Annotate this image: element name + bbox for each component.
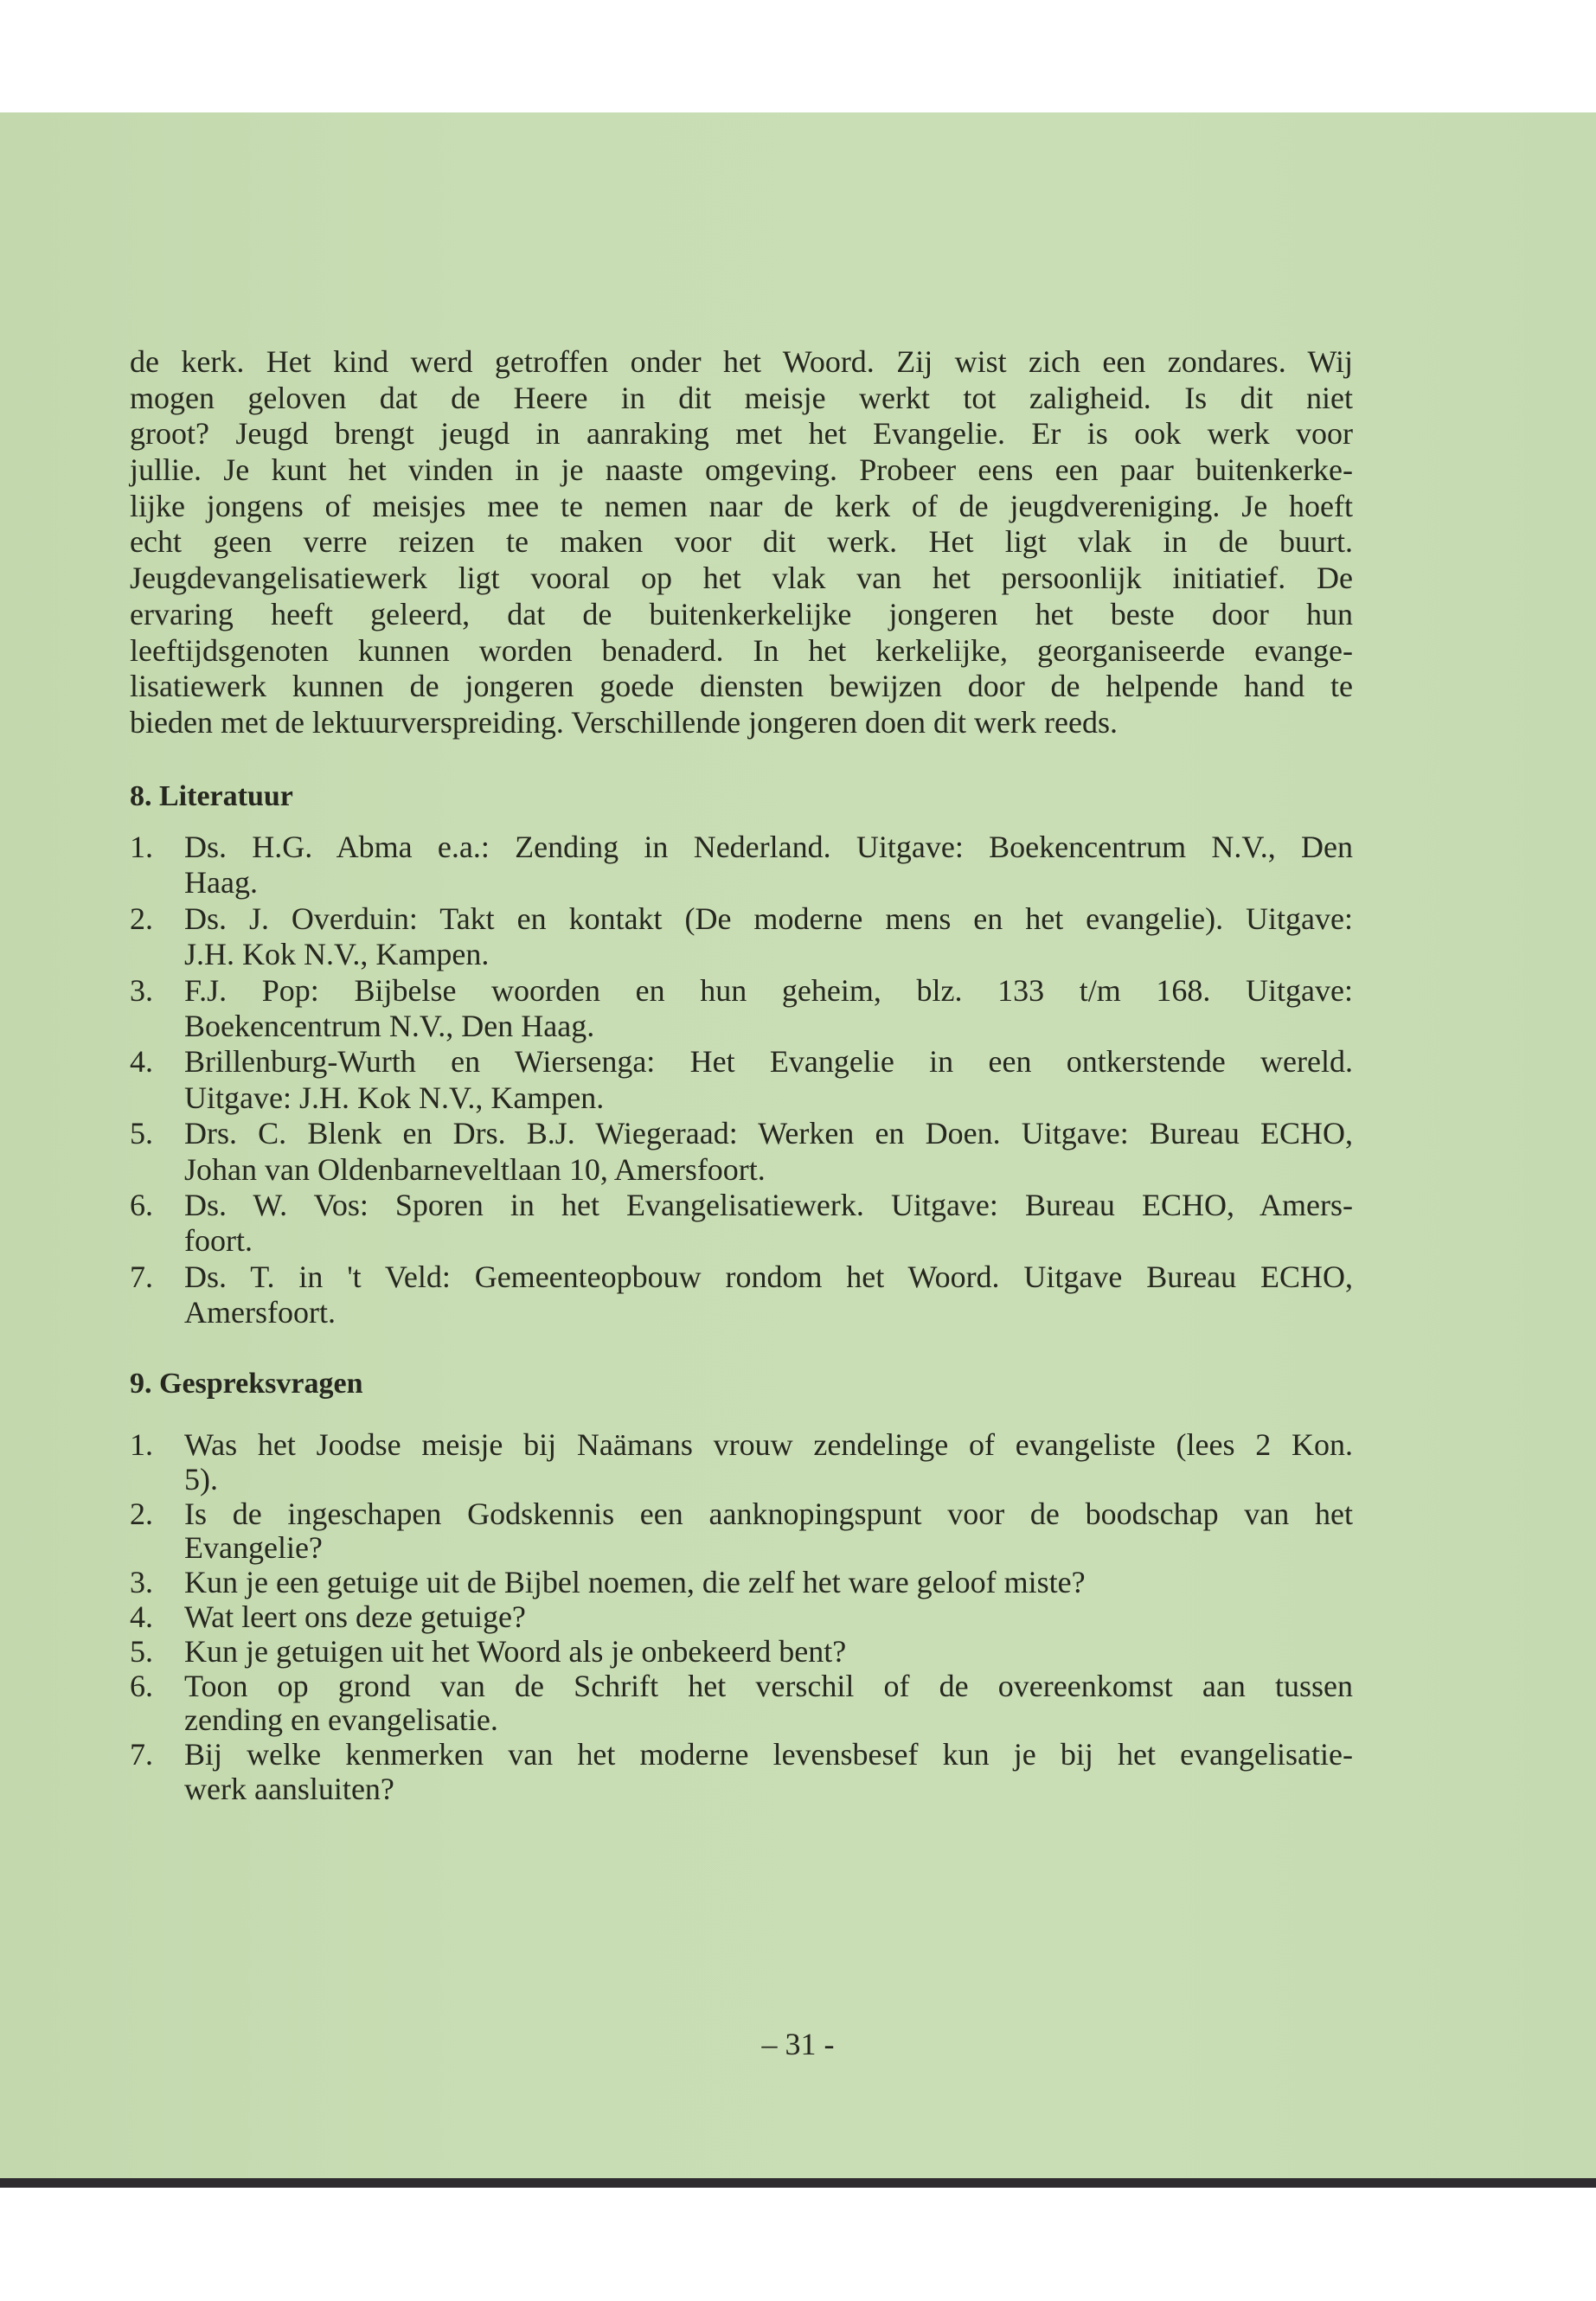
item-number: 7. [130,1737,153,1772]
paragraph-line: jullie. Je kunt het vinden in je naaste omgeving. Probeer eens een paar buitenkerke- [130,452,1353,488]
item-number: 1. [130,830,153,864]
paragraph-line: Jeugdevangelisatiewerk ligt vooral op het vlak van het persoonlijk initiatief. De [130,561,1353,596]
item-line: Kun je getuigen uit het Woord als je onbekeerd bent? [184,1633,847,1669]
item-line: Johan van Oldenbarneveltlaan 10, Amersfoort. [184,1151,766,1187]
item-number: 2. [130,1496,153,1531]
item-line: Kun je een getuige uit de Bijbel noemen, die zelf het ware geloof miste? [184,1565,1086,1600]
item-line: J.H. Kok N.V., Kampen. [184,937,490,972]
item-number: 5. [130,1633,153,1669]
literature-item [130,1259,1353,1331]
item-line: F.J. Pop: Bijbelse woorden en hun geheim, blz. 133 t/m 168. Uitgave: [184,972,1353,1008]
item-number: 6. [130,1668,153,1703]
question-item [130,1428,1353,1497]
paragraph-line: leeftijdsgenoten kunnen worden benaderd. In het kerkelijke, georganiseerde evange- [130,632,1353,668]
question-item [130,1600,1353,1635]
item-line: Wat leert ons deze getuige? [184,1599,526,1634]
paragraph-line: echt geen verre reizen te maken voor dit werk. Het ligt vlak in de buurt. [130,524,1353,560]
paragraph-line: bieden met de lektuurverspreiding. Verschillende jongeren doen dit werk reeds. [130,704,1118,740]
item-number: 5. [130,1116,153,1151]
question-item [130,1497,1353,1567]
literature-list [130,830,1353,1330]
literature-item [130,973,1353,1045]
heading-gespreksvragen: 9. Gespreksvragen [130,1368,363,1400]
paragraph-line: lisatiewerk kunnen de jongeren goede diensten bewijzen door de helpende hand te [130,669,1353,704]
literature-item [130,1188,1353,1259]
literature-item [130,901,1353,973]
item-line: Ds. J. Overduin: Takt en kontakt (De moderne mens en het evangelie). Uitgave: [184,901,1353,936]
item-number: 3. [130,972,153,1008]
item-line: Bij welke kenmerken van het moderne levensbesef kun je bij het evangelisatie- [184,1737,1353,1772]
questions-list [130,1428,1353,1807]
item-number: 2. [130,901,153,936]
item-number: 4. [130,1044,153,1080]
item-line: Haag. [184,865,258,901]
item-line: Evangelie? [184,1530,323,1566]
item-line: Drs. C. Blenk en Drs. B.J. Wiegeraad: Werken en Doen. Uitgave: Bureau ECHO, [184,1116,1353,1151]
paragraph-line: de kerk. Het kind werd getroffen onder het Woord. Zij wist zich een zondares. Wij [130,344,1353,379]
item-line: Ds. T. in 't Veld: Gemeenteopbouw rondom het Woord. Uitgave Bureau ECHO, [184,1259,1353,1294]
item-line: Brillenburg-Wurth en Wiersenga: Het Evangelie in een ontkerstende wereld. [184,1044,1353,1080]
question-item [130,1566,1353,1600]
item-number: 1. [130,1427,153,1462]
question-item [130,1738,1353,1807]
page-number: – 31 - [761,2027,835,2061]
item-line: zending en evangelisatie. [184,1702,498,1738]
item-line: 5). [184,1461,218,1497]
question-item [130,1670,1353,1739]
item-number: 4. [130,1599,153,1634]
paragraph-line: ervaring heeft geleerd, dat de buitenkerkelijke jongeren het beste door hun [130,596,1353,631]
paragraph-line: lijke jongens of meisjes mee te nemen naar de kerk of de jeugdvereniging. Je hoeft [130,488,1353,523]
literature-item [130,1116,1353,1188]
literature-item [130,830,1353,901]
item-line: foort. [184,1223,253,1259]
paragraph-line: groot? Jeugd brengt jeugd in aanraking met het Evangelie. Er is ook werk voor [130,416,1353,452]
item-line: werk aansluiten? [184,1771,394,1806]
item-line: Uitgave: J.H. Kok N.V., Kampen. [184,1080,605,1115]
body-paragraph [130,344,1353,741]
item-line: Toon op grond van de Schrift het verschil of de overeenkomst aan tussen [184,1668,1353,1703]
paragraph-line: mogen geloven dat de Heere in dit meisje werkt tot zaligheid. Is dit niet [130,380,1353,415]
item-number: 3. [130,1565,153,1600]
item-line: Is de ingeschapen Godskennis een aanknopingspunt voor de boodschap van het [184,1496,1353,1531]
item-line: Ds. H.G. Abma e.a.: Zending in Nederland. Uitgave: Boekencentrum N.V., Den [184,830,1353,864]
item-line: Boekencentrum N.V., Den Haag. [184,1008,595,1043]
item-line: Ds. W. Vos: Sporen in het Evangelisatiewerk. Uitgave: Bureau ECHO, Amers- [184,1187,1353,1222]
question-item [130,1635,1353,1670]
item-line: Was het Joodse meisje bij Naämans vrouw zendelinge of evangeliste (lees 2 Kon. [184,1427,1353,1462]
heading-literatuur: 8. Literatuur [130,780,293,812]
item-number: 7. [130,1259,153,1294]
item-line: Amersfoort. [184,1295,336,1330]
literature-item [130,1044,1353,1116]
item-number: 6. [130,1187,153,1222]
page-bottom-edge [0,2178,1596,2188]
